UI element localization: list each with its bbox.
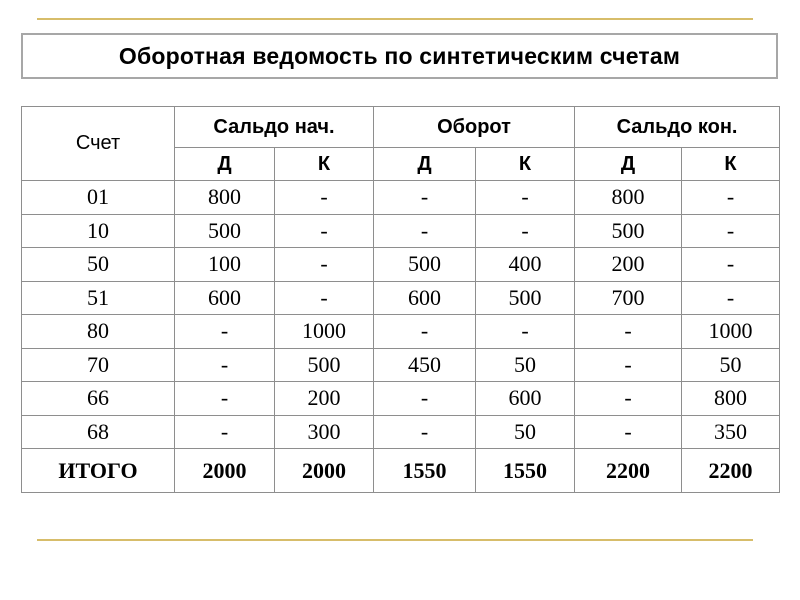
cell-opening-debit: 100	[175, 248, 275, 282]
cell-closing-credit: 50	[682, 348, 780, 382]
table-row	[22, 382, 780, 416]
cell-opening-debit: 800	[175, 181, 275, 215]
cell-turnover-credit: -	[476, 214, 575, 248]
title-box	[21, 33, 778, 79]
total-opening-credit: 2000	[275, 449, 374, 493]
cell-account: 80	[22, 315, 175, 349]
cell-closing-debit: 800	[575, 181, 682, 215]
cell-turnover-debit: -	[374, 181, 476, 215]
header-opening-credit: К	[275, 148, 374, 181]
cell-opening-credit: -	[275, 281, 374, 315]
cell-opening-credit: 300	[275, 415, 374, 449]
cell-opening-credit: -	[275, 214, 374, 248]
cell-turnover-debit: -	[374, 214, 476, 248]
page-title: Оборотная ведомость по синтетическим счетам	[118, 42, 681, 69]
cell-closing-credit: 350	[682, 415, 780, 449]
cell-closing-credit: -	[682, 181, 780, 215]
cell-turnover-credit: 50	[476, 348, 575, 382]
cell-turnover-credit: -	[476, 181, 575, 215]
header-turnover-credit: К	[476, 148, 575, 181]
header-closing-debit: Д	[575, 148, 682, 181]
cell-account: 51	[22, 281, 175, 315]
header-opening-balance: Сальдо нач.	[175, 107, 374, 148]
table-row	[22, 248, 780, 282]
cell-opening-credit: 1000	[275, 315, 374, 349]
total-turnover-credit: 1550	[476, 449, 575, 493]
cell-turnover-debit: 450	[374, 348, 476, 382]
top-decorative-line	[37, 18, 753, 20]
cell-account: 50	[22, 248, 175, 282]
cell-turnover-debit: 600	[374, 281, 476, 315]
cell-closing-debit: 200	[575, 248, 682, 282]
total-closing-credit: 2200	[682, 449, 780, 493]
cell-closing-debit: 500	[575, 214, 682, 248]
cell-opening-credit: 500	[275, 348, 374, 382]
cell-closing-debit: 700	[575, 281, 682, 315]
total-turnover-debit: 1550	[374, 449, 476, 493]
cell-account: 01	[22, 181, 175, 215]
cell-opening-debit: -	[175, 315, 275, 349]
cell-closing-debit: -	[575, 382, 682, 416]
total-closing-debit: 2200	[575, 449, 682, 493]
cell-opening-debit: -	[175, 382, 275, 416]
cell-turnover-debit: -	[374, 415, 476, 449]
cell-opening-debit: -	[175, 348, 275, 382]
cell-account: 70	[22, 348, 175, 382]
cell-account: 66	[22, 382, 175, 416]
cell-turnover-debit: -	[374, 315, 476, 349]
header-turnover: Оборот	[374, 107, 575, 148]
cell-turnover-credit: 400	[476, 248, 575, 282]
header-turnover-debit: Д	[374, 148, 476, 181]
cell-closing-credit: 1000	[682, 315, 780, 349]
table-row	[22, 214, 780, 248]
table-row	[22, 348, 780, 382]
cell-closing-debit: -	[575, 415, 682, 449]
cell-turnover-credit: 500	[476, 281, 575, 315]
cell-opening-credit: -	[275, 248, 374, 282]
total-opening-debit: 2000	[175, 449, 275, 493]
header-account: Счет	[22, 107, 175, 181]
table-row	[22, 281, 780, 315]
cell-closing-credit: -	[682, 281, 780, 315]
header-opening-debit: Д	[175, 148, 275, 181]
cell-closing-debit: -	[575, 315, 682, 349]
bottom-decorative-line	[37, 539, 753, 541]
cell-closing-credit: 800	[682, 382, 780, 416]
header-closing-balance: Сальдо кон.	[575, 107, 780, 148]
table-row	[22, 315, 780, 349]
cell-opening-debit: -	[175, 415, 275, 449]
cell-opening-debit: 600	[175, 281, 275, 315]
cell-closing-credit: -	[682, 248, 780, 282]
cell-turnover-debit: 500	[374, 248, 476, 282]
cell-opening-debit: 500	[175, 214, 275, 248]
cell-turnover-credit: 600	[476, 382, 575, 416]
cell-closing-debit: -	[575, 348, 682, 382]
cell-opening-credit: 200	[275, 382, 374, 416]
total-row	[22, 449, 780, 493]
cell-turnover-credit: -	[476, 315, 575, 349]
cell-closing-credit: -	[682, 214, 780, 248]
cell-turnover-credit: 50	[476, 415, 575, 449]
table-row	[22, 181, 780, 215]
cell-account: 10	[22, 214, 175, 248]
cell-opening-credit: -	[275, 181, 374, 215]
header-closing-credit: К	[682, 148, 780, 181]
cell-turnover-debit: -	[374, 382, 476, 416]
total-label: ИТОГО	[22, 449, 175, 493]
cell-account: 68	[22, 415, 175, 449]
table-row	[22, 415, 780, 449]
turnover-table	[21, 106, 780, 493]
